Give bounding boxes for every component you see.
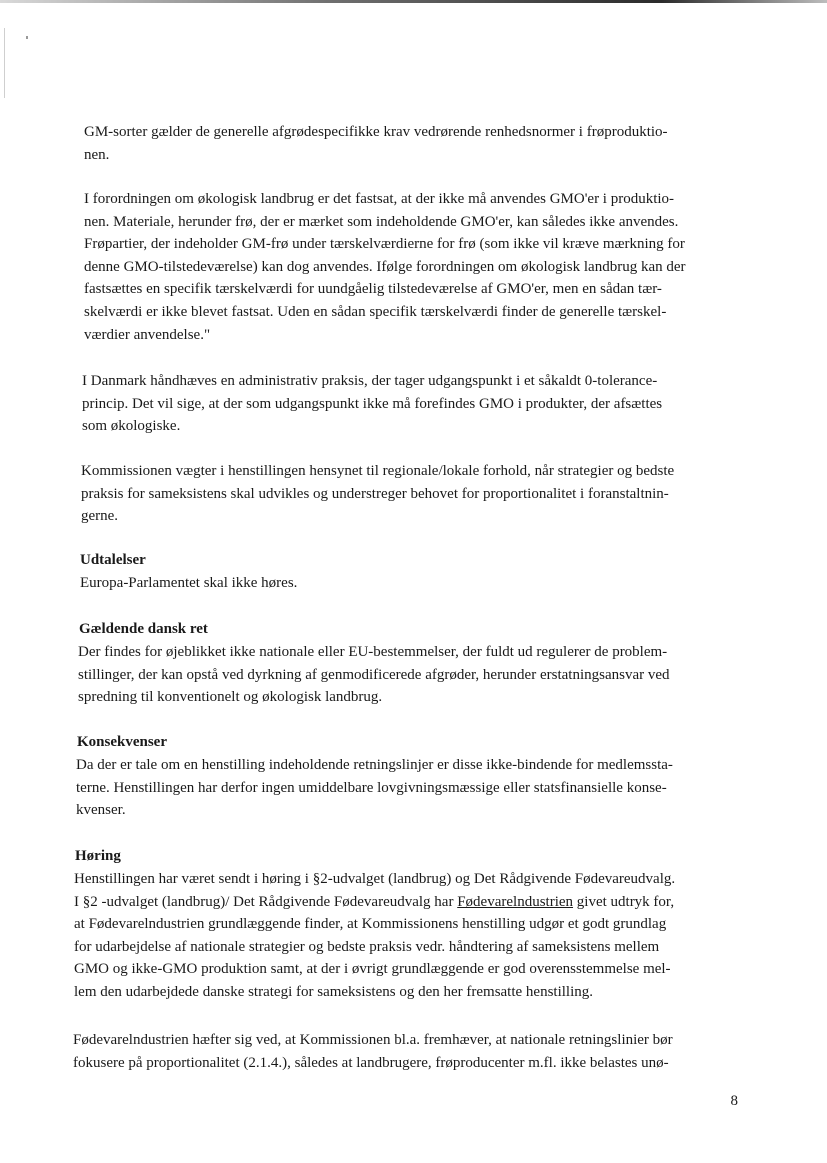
paragraph-4 (81, 460, 674, 528)
text-segment: givet udtryk for, (573, 893, 675, 910)
text-segment: I §2 -udvalget (landbrug)/ Det Rådgivende Fødevareudvalg har (74, 893, 458, 910)
text-line: denne GMO-tilstedeværelse) kan dog anvendes. Ifølge forordningen om økologisk landbrug kan der (84, 258, 686, 275)
section-heading: Høring (75, 848, 121, 864)
section-body (78, 641, 670, 709)
text-line: skelværdi er ikke blevet fastsat. Uden en sådan specifik tærskelværdi finder de generelle tærskel- (84, 303, 667, 320)
text-line: som økologiske. (82, 418, 181, 435)
text-line: fokusere på proportionalitet (2.1.4.), således at landbrugere, frøproducenter m.fl. ikke belastes unø- (73, 1054, 669, 1071)
text-line: terne. Henstillingen har derfor ingen umiddelbare lovgivningsmæssige eller statsfinansielle konse- (76, 779, 667, 796)
text-line: princip. Det vil sige, at der som udgangspunkt ikke må forefindes GMO i produkter, der afsættes (82, 395, 663, 412)
section-body (80, 572, 297, 595)
paragraph-1 (84, 121, 668, 166)
text-line (74, 891, 675, 914)
text-line: spredning til konventionelt og økologisk landbrug. (78, 689, 383, 706)
text-line: I forordningen om økologisk landbrug er det fastsat, at der ikke må anvendes GMO'er i produktio- (84, 191, 675, 207)
text-line: at Fødevarelndustrien grundlæggende finder, at Kommissionens henstilling udgør et godt grundlag (74, 916, 667, 933)
text-line: nen. Materiale, herunder frø, der er mærket som indeholdende GMO'er, kan således ikke anvendes. (84, 213, 679, 230)
section-heading: Gældende dansk ret (79, 621, 208, 637)
section-heading: Konsekvenser (77, 734, 167, 750)
paragraph-2 (84, 188, 686, 346)
text-line: GMO og ikke-GMO produktion samt, at der i øvrigt grundlæggende er god overensstemmelse mel- (74, 961, 671, 978)
text-line: for udarbejdelse af nationale strategier og bedste praksis vedr. håndtering af sameksistens mellem (74, 938, 660, 955)
text-line: fastsættes en specifik tærskelværdi for uundgåelig tilstedeværelse af GMO'er, men en sådan tær- (84, 281, 662, 298)
text-line: Frøpartier, der indeholder GM-frø under tærskelværdierne for frø (som ikke vil kræve mærkning for (84, 236, 685, 253)
paragraph-3 (82, 370, 662, 438)
final-paragraph (73, 1029, 673, 1074)
text-line: lem den udarbejdede danske strategi for sameksistens og den her fremsatte henstilling. (74, 983, 594, 1000)
text-line: Henstillingen har været sendt i høring i §2-udvalget (landbrug) og Det Rådgivende Fødevareudvalg. (74, 871, 676, 887)
underlined-term: Fødevarelndustrien (457, 893, 574, 910)
text-line: I Danmark håndhæves en administrativ praksis, der tager udgangspunkt i et såkaldt 0-tolerance- (82, 373, 658, 389)
text-line: Da der er tale om en henstilling indeholdende retningslinjer er disse ikke-bindende for medlemssta- (76, 757, 673, 773)
text-line: Kommissionen vægter i henstillingen hensynet til regionale/lokale forhold, når strategier og bedste (81, 463, 675, 479)
text-line: Der findes for øjeblikket ikke nationale eller EU-bestemmelser, der fuldt ud regulerer de problem- (78, 644, 668, 660)
section-body (74, 868, 675, 1004)
text-line: Europa-Parlamentet skal ikke høres. (80, 575, 298, 591)
text-line: praksis for sameksistens skal udvikles og understreger behovet for proportionalitet i foranstaltnin- (81, 485, 669, 502)
text-line: værdier anvendelse." (84, 326, 211, 343)
text-line: nen. (84, 146, 110, 163)
section-heading: Udtalelser (80, 552, 146, 568)
text-line: stillinger, der kan opstå ved dyrkning af genmodificerede afgrøder, herunder erstatningsansvar ved (78, 666, 670, 683)
text-line: kvenser. (76, 802, 126, 819)
text-line: GM-sorter gælder de generelle afgrødespecifikke krav vedrørende renhedsnormer i frøproduktio- (84, 124, 668, 140)
section-body (76, 754, 673, 822)
text-line: gerne. (81, 508, 119, 525)
page-number: 8 (730, 1093, 738, 1109)
text-line: Fødevarelndustrien hæfter sig ved, at Kommissionen bl.a. fremhæver, at nationale retningslinier bør (73, 1032, 673, 1048)
